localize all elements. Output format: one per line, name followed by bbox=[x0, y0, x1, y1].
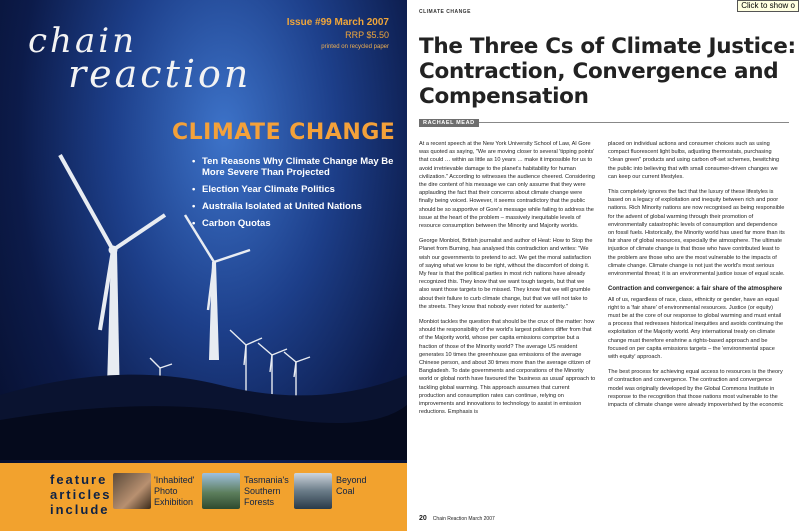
article-column-1 bbox=[419, 140, 596, 424]
photo-exhibition-thumbnail bbox=[113, 473, 151, 509]
feature-label-line: include bbox=[50, 502, 110, 517]
paragraph: Monbiot tackles the question that should be the crux of the matter: how should the responsibility of the world's largest polluters differ from that of the Majority world, whose per capita emissions comprise but a fraction of those of the Minority world? The average US resident generates 10 times the greenhouse gas emissions of the average Chinese person, and about 30 times more than the average citizen of Bangladesh. To date governments and corporations of the Minority world or global north have favoured the 'business as usual' approach to tackling global warming. This approach assumes that current production and consumption rates can continue, relying on improvements and innovations to technology to assist in emission reductions. Emphasis is bbox=[419, 319, 596, 416]
paragraph: All of us, regardless of race, class, ethnicity or gender, have an equal right to a 'fair share' of environmental resources. Justice (or equity) must be at the core of our response to global warming and must entail a process that redresses historical inequities and avoids continuing the exploitation of the Majority world. Any international treaty on climate change must therefore enshrine a rights-based approach and be focused on per capita emissions targets – the 'environmental space with equity' approach. bbox=[608, 296, 784, 361]
click-to-show-tooltip[interactable]: Click to show o bbox=[737, 0, 799, 12]
cover-story: • Election Year Climate Politics bbox=[192, 184, 397, 195]
cover-story: • Carbon Quotas bbox=[192, 218, 397, 229]
cover-headline: CLIMATE CHANGE bbox=[172, 120, 396, 145]
page-folio bbox=[419, 515, 495, 522]
masthead-line-1: chain bbox=[28, 21, 137, 61]
feature-bar bbox=[0, 463, 407, 531]
feature-item-tasmania: Tasmania's Southern Forests bbox=[244, 475, 289, 507]
folio-text: Chain Reaction March 2007 bbox=[432, 516, 495, 522]
page-number: 20 bbox=[419, 515, 427, 522]
masthead-line-2: reaction bbox=[68, 51, 252, 96]
article-column-2 bbox=[608, 140, 785, 416]
cover-story-list bbox=[192, 156, 397, 235]
paragraph: This completely ignores the fact that the luxury of these lifestyles is based on a legacy of exploitation and inequity between rich and poor nations. Rich Minority nations are now recognised as being responsible for the advent of global warming through their promotion of environmentally catastrophic levels of consumption and dependence on fossil fuels. Historically, the Minority world has used far more than its fair share of global resources, especially the atmosphere. The ultimate injustice of climate change is that those who have contributed least to the problem are those who are the most vulnerable to the impacts of climate change. Climate change is not just the world's most serious environmental threat; it is an environmental justice issue of equal scale. bbox=[608, 189, 785, 278]
issue-info bbox=[287, 17, 389, 53]
paragraph: placed on individual actions and consumer choices such as using compact fluorescent light bulbs, adjusting thermostats, purchasing "clean green" products and using carbon off-set schemes, bewitching the public into believing that with small consumer-driven changes we can keep our current lifestyles. bbox=[608, 141, 780, 180]
paragraph: George Monbiot, British journalist and author of Heat: How to Stop the Planet from Burning, has analysed this contradiction and writes: "We wish our governments to pretend to act. We get the moral satisfaction of saying what we know to be right, without the discomfort of doing it. My fear is that the political parties in most rich nations have already recognized this. They know that we want tough targets, but that we also want those targets to be missed. They know that we will grumble about their failure to curb climate change, but that we will not take to the streets. They know that nobody ever rioted for austerity." bbox=[419, 238, 593, 310]
feature-item-photo-exhibition: 'Inhabited' Photo Exhibition bbox=[154, 475, 195, 507]
cover-story: • Australia Isolated at United Nations bbox=[192, 201, 397, 212]
article-page[interactable] bbox=[407, 0, 801, 531]
feature-label-line: articles bbox=[50, 487, 112, 502]
magazine-masthead bbox=[28, 21, 252, 96]
article-title: The Three Cs of Climate Justice: Contraction, Convergence and Compensation bbox=[419, 34, 796, 109]
cover-story: • Ten Reasons Why Climate Change May Be More Severe Than Projected bbox=[192, 156, 397, 178]
author-byline: RACHAEL MEAD bbox=[419, 119, 479, 127]
article-subhead: Contraction and convergence: a fair share of the atmosphere bbox=[608, 286, 783, 293]
beyond-coal-thumbnail bbox=[294, 473, 332, 509]
feature-item-beyond-coal: Beyond Coal bbox=[336, 475, 367, 496]
cover-price: RRP $5.50 bbox=[345, 30, 389, 40]
paragraph: The best process for achieving equal access to resources is the theory of contraction and convergence. The contraction and convergence model was originally developed by the Global Commons Institute in response to the recognition that those nations most vulnerable to the impacts of climate change were already impoverished by the economic bbox=[608, 369, 784, 409]
forest-thumbnail bbox=[202, 473, 240, 509]
issue-number: Issue #99 March 2007 bbox=[286, 17, 389, 28]
section-label: CLIMATE CHANGE bbox=[419, 9, 471, 15]
paragraph: At a recent speech at the New York University School of Law, Al Gore was quoted as saying, "We are moving closer to several 'tipping points' that could … within as little as 10 years … make it impossible for us to avoid irretrievable damage to the planet's habitability for human civilization." According to witnesses the audience cheered. Considering the dire content of his message we can only assume that they were applauding the fact that their concerns about climate change were finally being voiced. However, it seems contradictory that the public should be so supportive of Gore's message while failing to address the issue at the heart of the problem – massively inequitable levels of resource consumption between the Minority and Majority worlds. bbox=[419, 141, 595, 230]
recycled-note: printed on recycled paper bbox=[321, 44, 389, 50]
feature-label bbox=[50, 472, 112, 517]
feature-label-line: feature bbox=[50, 472, 108, 487]
